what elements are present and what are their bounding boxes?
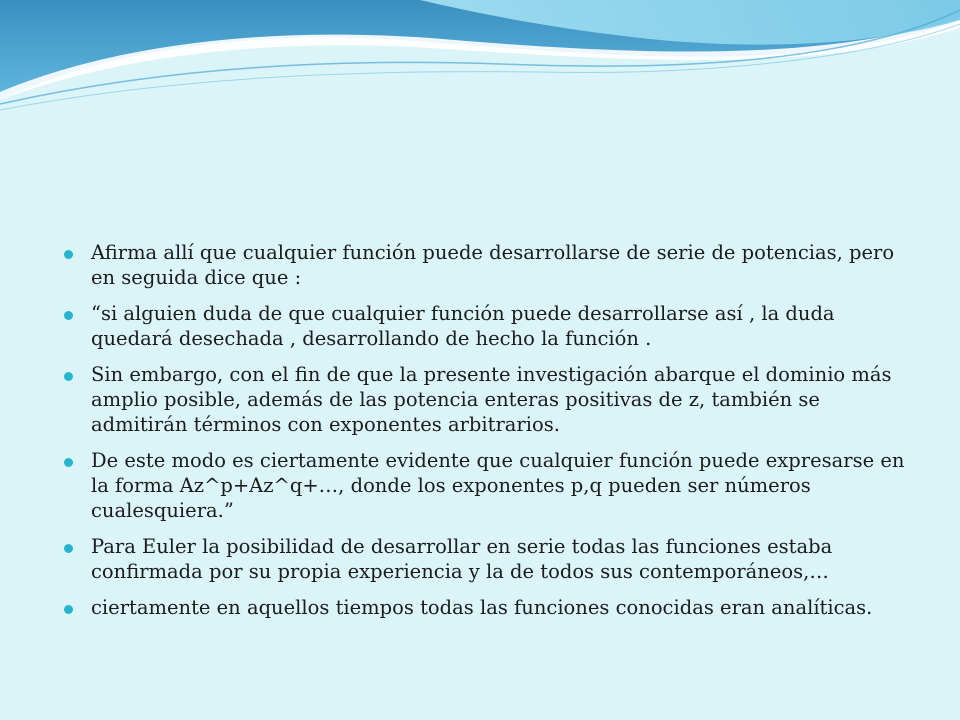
bullet-item bbox=[64, 301, 914, 351]
bullet-dot-icon bbox=[64, 250, 73, 259]
bullet-item bbox=[64, 595, 914, 620]
bullet-text: Para Euler la posibilidad de desarrollar en serie todas las funciones estaba confirmada por su propia experiencia y la de todos sus contemporáneos,… bbox=[91, 535, 833, 583]
bullet-dot-icon bbox=[64, 605, 73, 614]
bullet-text: ciertamente en aquellos tiempos todas las funciones conocidas eran analíticas. bbox=[91, 596, 873, 619]
bullet-dot-icon bbox=[64, 544, 73, 553]
bullet-item bbox=[64, 362, 914, 437]
bullet-item bbox=[64, 448, 914, 523]
bullet-dot-icon bbox=[64, 458, 73, 467]
bullet-text: De este modo es ciertamente evidente que cualquier función puede expresarse en la forma Az^p+Az^q+…, donde los exponentes p,q pueden ser números cualesquiera.” bbox=[91, 449, 905, 522]
bullet-text: Afirma allí que cualquier función puede desarrollarse de serie de potencias, pero en seguida dice que : bbox=[91, 241, 895, 289]
bullet-item bbox=[64, 534, 914, 584]
bullet-list bbox=[64, 240, 914, 631]
bullet-dot-icon bbox=[64, 372, 73, 381]
bullet-dot-icon bbox=[64, 311, 73, 320]
bullet-item bbox=[64, 240, 914, 290]
header-wave-decoration bbox=[0, 0, 960, 130]
bullet-text: “si alguien duda de que cualquier función puede desarrollarse así , la duda quedará desechada , desarrollando de hecho la función . bbox=[91, 302, 835, 350]
bullet-text: Sin embargo, con el fin de que la presente investigación abarque el dominio más amplio posible, además de las potencia enteras positivas de z, también se admitirán términos con exponentes arbitrarios. bbox=[91, 363, 892, 436]
